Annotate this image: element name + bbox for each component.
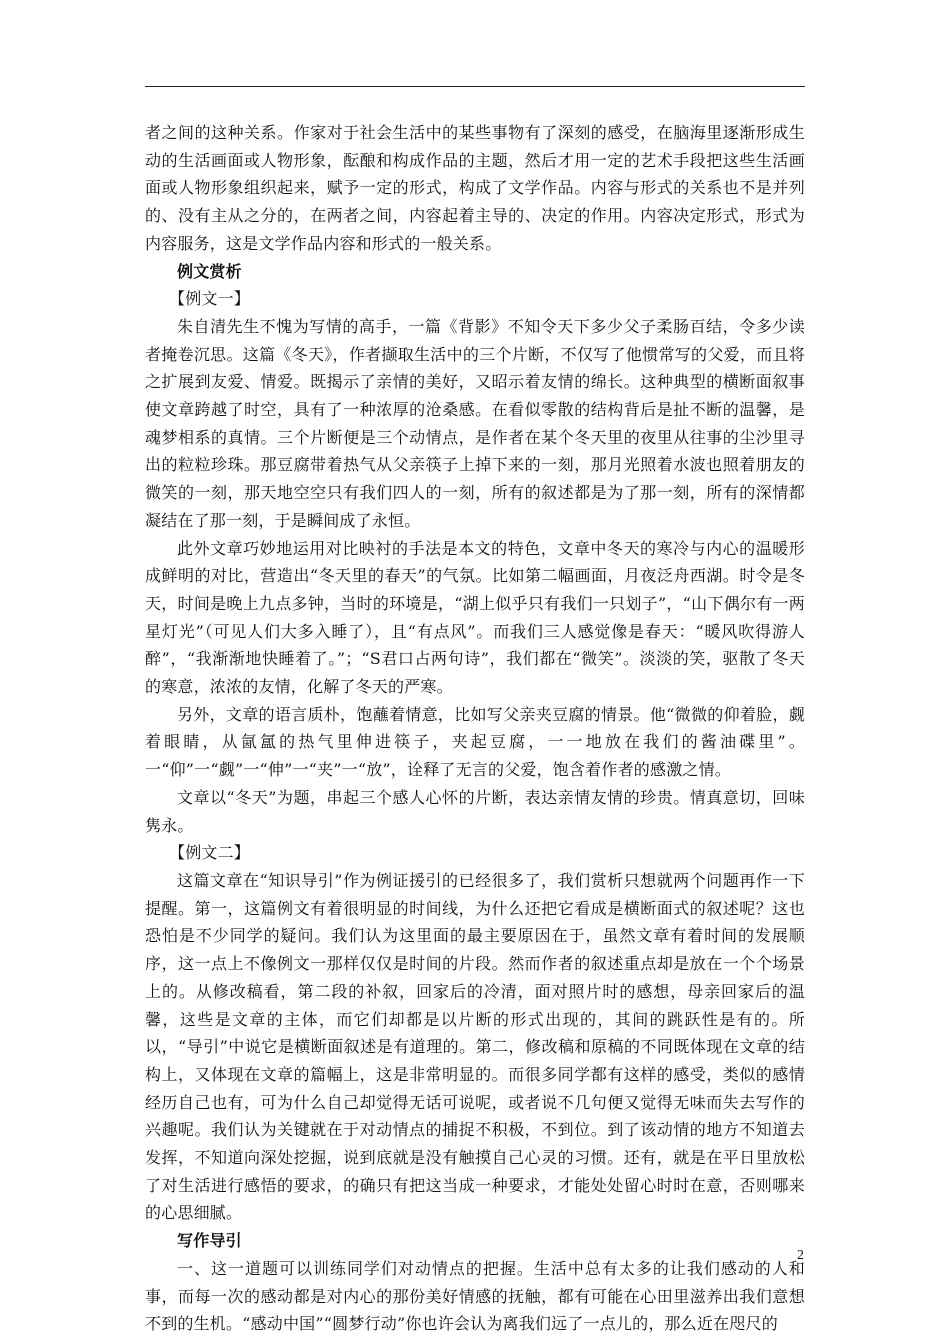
paragraph: 此外文章巧妙地运用对比映衬的手法是本文的特色，文章中冬天的寒冷与内心的温暖形成鲜明的对比，营造出“冬天里的春天”的气氛。比如第二幅画面，月夜泛舟西湖。时令是冬天，时间是晚上九点多钟，当时的环境是，“湖上似乎只有我们一只划子”，“山下偶尔有一两星灯光”（可见人们大多入睡了），且“有点风”。而我们三人感觉像是春天：“暖风吹得游人醉”，“我渐渐地快睡着了。”；“S君口占两句诗”，我们都在“微笑”。淡淡的笑，驱散了冬天的寒意，浓浓的友情，化解了冬天的严寒。 xyxy=(145,538,805,697)
paragraph: 文章以“冬天”为题，串起三个感人心怀的片断，表达亲情友情的珍贵。情真意切，回味隽永。 xyxy=(145,787,805,835)
example-label: 【例文一】 xyxy=(169,289,251,309)
section-heading: 例文赏析 xyxy=(177,261,242,281)
section-heading: 写作导引 xyxy=(177,1231,242,1251)
paragraph: 另外，文章的语言质朴，饱蘸着情意，比如写父亲夹豆腐的情景。他“微微的仰着脸，觑着眼睛，从氤氲的热气里伸进筷子，夹起豆腐，一一地放在我们的酱油碟里”。一“仰”一“觑”一“伸”一“夹”一“放”，诠释了无言的父爱，饱含着作者的感激之情。 xyxy=(145,704,805,780)
paragraph: 这篇文章在“知识导引”作为例证援引的已经很多了，我们赏析只想就两个问题再作一下提醒。第一，这篇例文有着很明显的时间线，为什么还把它看成是横断面式的叙述呢？这也恐怕是不少同学的疑问。我们认为这里面的最主要原因在于，虽然文章有着时间的发展顺序，这一点上不像例文一那样仅仅是时间的片段。然而作者的叙述重点却是放在一个个场景上的。从修改稿看，第二段的补叙，回家后的冷清，面对照片时的感想，母亲回家后的温馨，这些是文章的主体，而它们却都是以片断的形式出现的，其间的跳跃性是有的。所以，“导引”中说它是横断面叙述是有道理的。第二，修改稿和原稿的不同既体现在文章的结构上，又体现在文章的篇幅上，这是非常明显的。而很多同学都有这样的感受，类似的感情经历自己也有，可为什么自己却觉得无话可说呢，或者说不几句便又觉得无味而失去写作的兴趣呢。我们认为关键就在于对动情点的捕捉不积极，不到位。到了该动情的地方不知道去发挥，不知道向深处挖掘，说到底就是没有触摸自己心灵的习惯。还有，就是在平日里放松了对生活进行感悟的要求，的确只有把这当成一种要求，才能处处留心时时在意，否则哪来的心思细腻。 xyxy=(145,870,805,1223)
page-number: 2 xyxy=(797,1248,804,1263)
paragraph: 者之间的这种关系。作家对于社会生活中的某些事物有了深刻的感受，在脑海里逐渐形成生动的生活画面或人物形象，酝酿和构成作品的主题，然后才用一定的艺术手段把这些生活画面或人物形象组织起来，赋予一定的形式，构成了文学作品。内容与形式的关系也不是并列的、没有主从之分的，在两者之间，内容起着主导的、决定的作用。内容决定形式，形式为内容服务，这是文学作品内容和形式的一般关系。 xyxy=(145,123,805,253)
document-body xyxy=(145,119,805,1338)
paragraph: 一、这一道题可以训练同学们对动情点的把握。生活中总有太多的让我们感动的人和事，而每一次的感动都是对内心的那份美好情感的抚触，都有可能在心田里滋养出我们意想不到的生机。“感动中国”“圆梦行动”你也许会认为离我们远了一点儿的，那么近在咫尺的 xyxy=(145,1258,805,1334)
example-label: 【例文二】 xyxy=(169,843,251,863)
paragraph: 朱自清先生不愧为写情的高手，一篇《背影》不知令天下多少父子柔肠百结，令多少读者掩卷沉思。这篇《冬天》，作者撷取生活中的三个片断，不仅写了他惯常写的父爱，而且将之扩展到友爱、情爱。既揭示了亲情的美好，又昭示着友情的绵长。这种典型的横断面叙事使文章跨越了时空，具有了一种浓厚的沧桑感。在看似零散的结构背后是扯不断的温馨，是魂梦相系的真情。三个片断便是三个动情点，是作者在某个冬天里的夜里从往事的尘沙里寻出的粒粒珍珠。那豆腐带着热气从父亲筷子上掉下来的一刻，那月光照着水波也照着朋友的微笑的一刻，那天地空空只有我们四人的一刻，所有的叙述都是为了那一刻，所有的深情都凝结在了那一刻，于是瞬间成了永恒。 xyxy=(145,316,805,530)
header-rule xyxy=(145,86,805,87)
